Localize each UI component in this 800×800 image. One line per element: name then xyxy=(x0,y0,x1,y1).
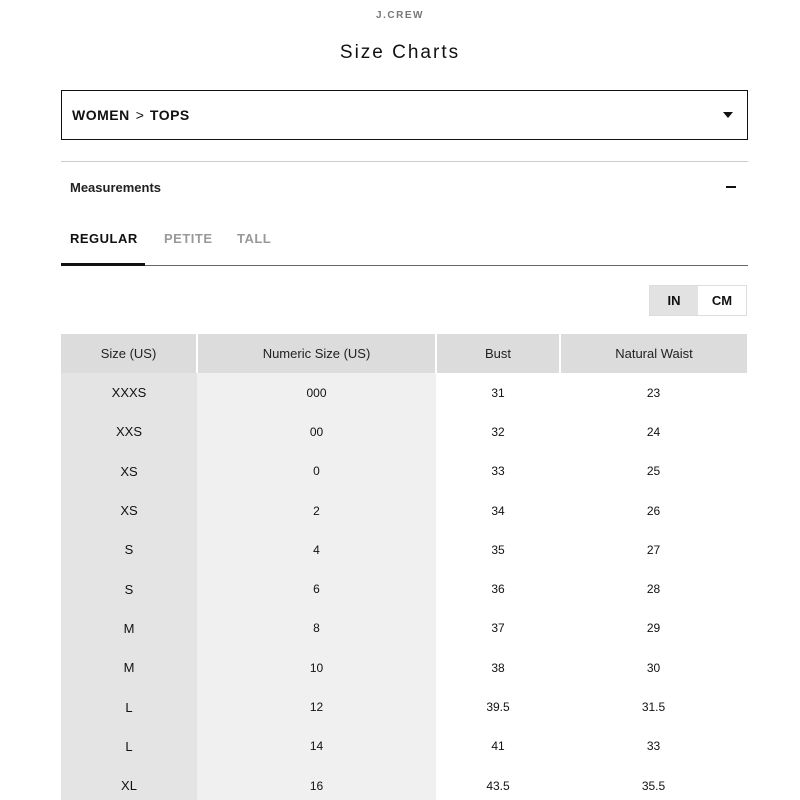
active-tab-indicator xyxy=(61,263,145,266)
table-row xyxy=(61,648,747,687)
cell-size: S xyxy=(61,530,197,569)
category-secondary: TOPS xyxy=(149,107,190,123)
cell-numeric-size: 8 xyxy=(197,609,436,648)
minus-icon[interactable] xyxy=(726,186,736,188)
breadcrumb-separator: > xyxy=(135,107,144,123)
cell-numeric-size: 00 xyxy=(197,412,436,451)
cell-size: XXXS xyxy=(61,373,197,412)
cell-natural-waist: 24 xyxy=(560,412,747,451)
cell-size: L xyxy=(61,727,197,766)
column-header-bust: Bust xyxy=(436,334,560,373)
unit-cm-button[interactable]: CM xyxy=(698,286,746,315)
cell-size: XS xyxy=(61,491,197,530)
table-row xyxy=(61,609,747,648)
table-row xyxy=(61,412,747,451)
cell-bust: 35 xyxy=(436,530,560,569)
table-row xyxy=(61,491,747,530)
cell-numeric-size: 10 xyxy=(197,648,436,687)
tab-petite[interactable]: PETITE xyxy=(164,231,213,246)
cell-numeric-size: 12 xyxy=(197,687,436,726)
fit-tabs xyxy=(61,231,748,266)
cell-size: L xyxy=(61,687,197,726)
cell-bust: 43.5 xyxy=(436,766,560,800)
brand-logo: J.CREW xyxy=(376,10,424,21)
cell-natural-waist: 27 xyxy=(560,530,747,569)
cell-bust: 41 xyxy=(436,727,560,766)
cell-size: M xyxy=(61,609,197,648)
table-row xyxy=(61,766,747,800)
category-primary: WOMEN xyxy=(72,107,130,123)
cell-size: M xyxy=(61,648,197,687)
cell-natural-waist: 30 xyxy=(560,648,747,687)
tab-regular[interactable]: REGULAR xyxy=(70,231,138,246)
table-row xyxy=(61,373,747,412)
cell-natural-waist: 31.5 xyxy=(560,687,747,726)
cell-bust: 37 xyxy=(436,609,560,648)
size-chart-table xyxy=(61,334,747,800)
cell-natural-waist: 35.5 xyxy=(560,766,747,800)
cell-natural-waist: 29 xyxy=(560,609,747,648)
cell-bust: 39.5 xyxy=(436,687,560,726)
cell-natural-waist: 23 xyxy=(560,373,747,412)
cell-bust: 38 xyxy=(436,648,560,687)
cell-size: XL xyxy=(61,766,197,800)
cell-size: XXS xyxy=(61,412,197,451)
cell-numeric-size: 16 xyxy=(197,766,436,800)
cell-numeric-size: 14 xyxy=(197,727,436,766)
cell-numeric-size: 4 xyxy=(197,530,436,569)
table-row xyxy=(61,687,747,726)
page-title: Size Charts xyxy=(339,42,461,63)
cell-bust: 34 xyxy=(436,491,560,530)
unit-toggle xyxy=(649,285,747,316)
caret-down-icon xyxy=(723,112,733,118)
cell-bust: 36 xyxy=(436,569,560,608)
column-header-numeric-size: Numeric Size (US) xyxy=(197,334,436,373)
cell-numeric-size: 000 xyxy=(197,373,436,412)
table-row xyxy=(61,452,747,491)
unit-in-button[interactable]: IN xyxy=(650,286,698,315)
category-dropdown[interactable] xyxy=(61,90,748,140)
cell-natural-waist: 25 xyxy=(560,452,747,491)
cell-natural-waist: 28 xyxy=(560,569,747,608)
tab-tall[interactable]: TALL xyxy=(237,231,272,246)
section-divider xyxy=(61,161,748,162)
cell-bust: 33 xyxy=(436,452,560,491)
cell-size: S xyxy=(61,569,197,608)
cell-natural-waist: 26 xyxy=(560,491,747,530)
table-row xyxy=(61,530,747,569)
cell-numeric-size: 2 xyxy=(197,491,436,530)
cell-bust: 31 xyxy=(436,373,560,412)
cell-numeric-size: 0 xyxy=(197,452,436,491)
table-header-row xyxy=(61,334,747,373)
column-header-natural-waist: Natural Waist xyxy=(560,334,747,373)
table-row xyxy=(61,727,747,766)
cell-numeric-size: 6 xyxy=(197,569,436,608)
measurements-heading: Measurements xyxy=(70,180,162,195)
column-header-size: Size (US) xyxy=(61,334,197,373)
table-row xyxy=(61,569,747,608)
cell-bust: 32 xyxy=(436,412,560,451)
cell-natural-waist: 33 xyxy=(560,727,747,766)
cell-size: XS xyxy=(61,452,197,491)
